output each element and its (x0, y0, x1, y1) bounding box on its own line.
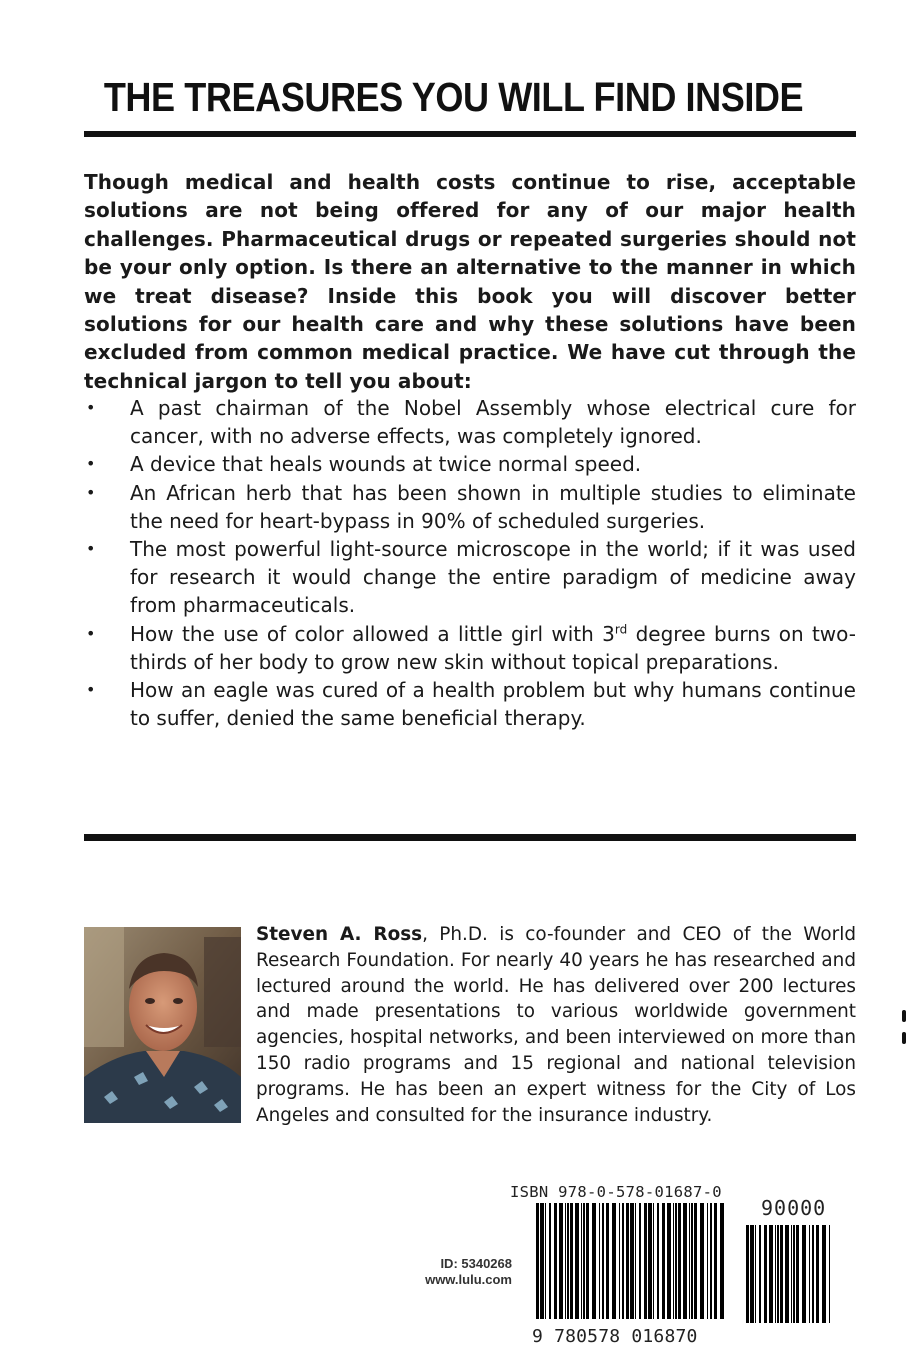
bullet-icon: • (86, 482, 96, 502)
bullet-icon: • (86, 398, 96, 417)
isbn-label: ISBN 978-0-578-01687-0 (510, 1183, 722, 1201)
author-photo (84, 927, 241, 1123)
author-name: Steven A. Ross (256, 924, 423, 945)
list-item: • How an eagle was cured of a health problem but why humans continue to suffer, denied the same beneficial therapy. (86, 678, 856, 731)
author-portrait-image (84, 927, 241, 1123)
list-item: • A past chairman of the Nobel Assembly whose electrical cure for cancer, with no adverse effects, was completely ignored. (86, 396, 856, 449)
bullet-icon: • (86, 454, 96, 474)
list-item: • The most powerful light-source microscope in the world; if it was used for research it would change the entire paradigm of medicine away from pharmaceuticals. (86, 537, 856, 618)
intro-paragraph: Though medical and health costs continue to rise, acceptable solutions are not being offered for any of our major health challenges. Pharmaceutical drugs or repeated surgeries should not be your only option. Is there an alternative to the manner in which we treat disease? Inside this book you will discover better solutions for our health care and why these solutions have been excluded from common medical practice. We have cut through the technical jargon to tell you about: (84, 170, 856, 393)
bullet-icon: • (86, 539, 96, 559)
author-bio: Steven A. Ross, Ph.D. is co-founder and CEO of the World Research Foundation. For nearly 40 years he has researched and lectured around the world. He has delivered over 200 lectures and made presentations to various worldwide government agencies, hospital networks, and been interviewed on more than 150 radio programs and 15 regional and national television programs. He has been an expert witness for the City of Los Angeles and consulted for the insurance industry. (256, 924, 856, 1126)
barcode-digits: 9 780578 016870 (532, 1326, 698, 1347)
bullet-icon: • (86, 680, 96, 700)
treasure-list (84, 394, 856, 732)
publisher-info (386, 1256, 512, 1288)
section-rule (84, 834, 856, 841)
price-code: 90000 (761, 1196, 827, 1220)
top-rule (84, 131, 856, 137)
list-item: • How the use of color allowed a little girl with 3rd degree burns on two-thirds of her body to grow new skin without topical preparations. (86, 621, 856, 674)
list-item: • A device that heals wounds at twice normal speed. (84, 450, 856, 478)
edge-mark (902, 1010, 906, 1022)
publisher-id: ID: 5340268 (440, 1256, 512, 1271)
list-item: • An African herb that has been shown in multiple studies to eliminate the need for heart-bypass in 90% of scheduled surgeries. (86, 480, 856, 533)
edge-mark (902, 1032, 906, 1044)
publisher-url: www.lulu.com (425, 1272, 512, 1287)
page-title: THE TREASURES YOU WILL FIND INSIDE (103, 74, 804, 120)
bullet-icon: • (86, 623, 96, 643)
